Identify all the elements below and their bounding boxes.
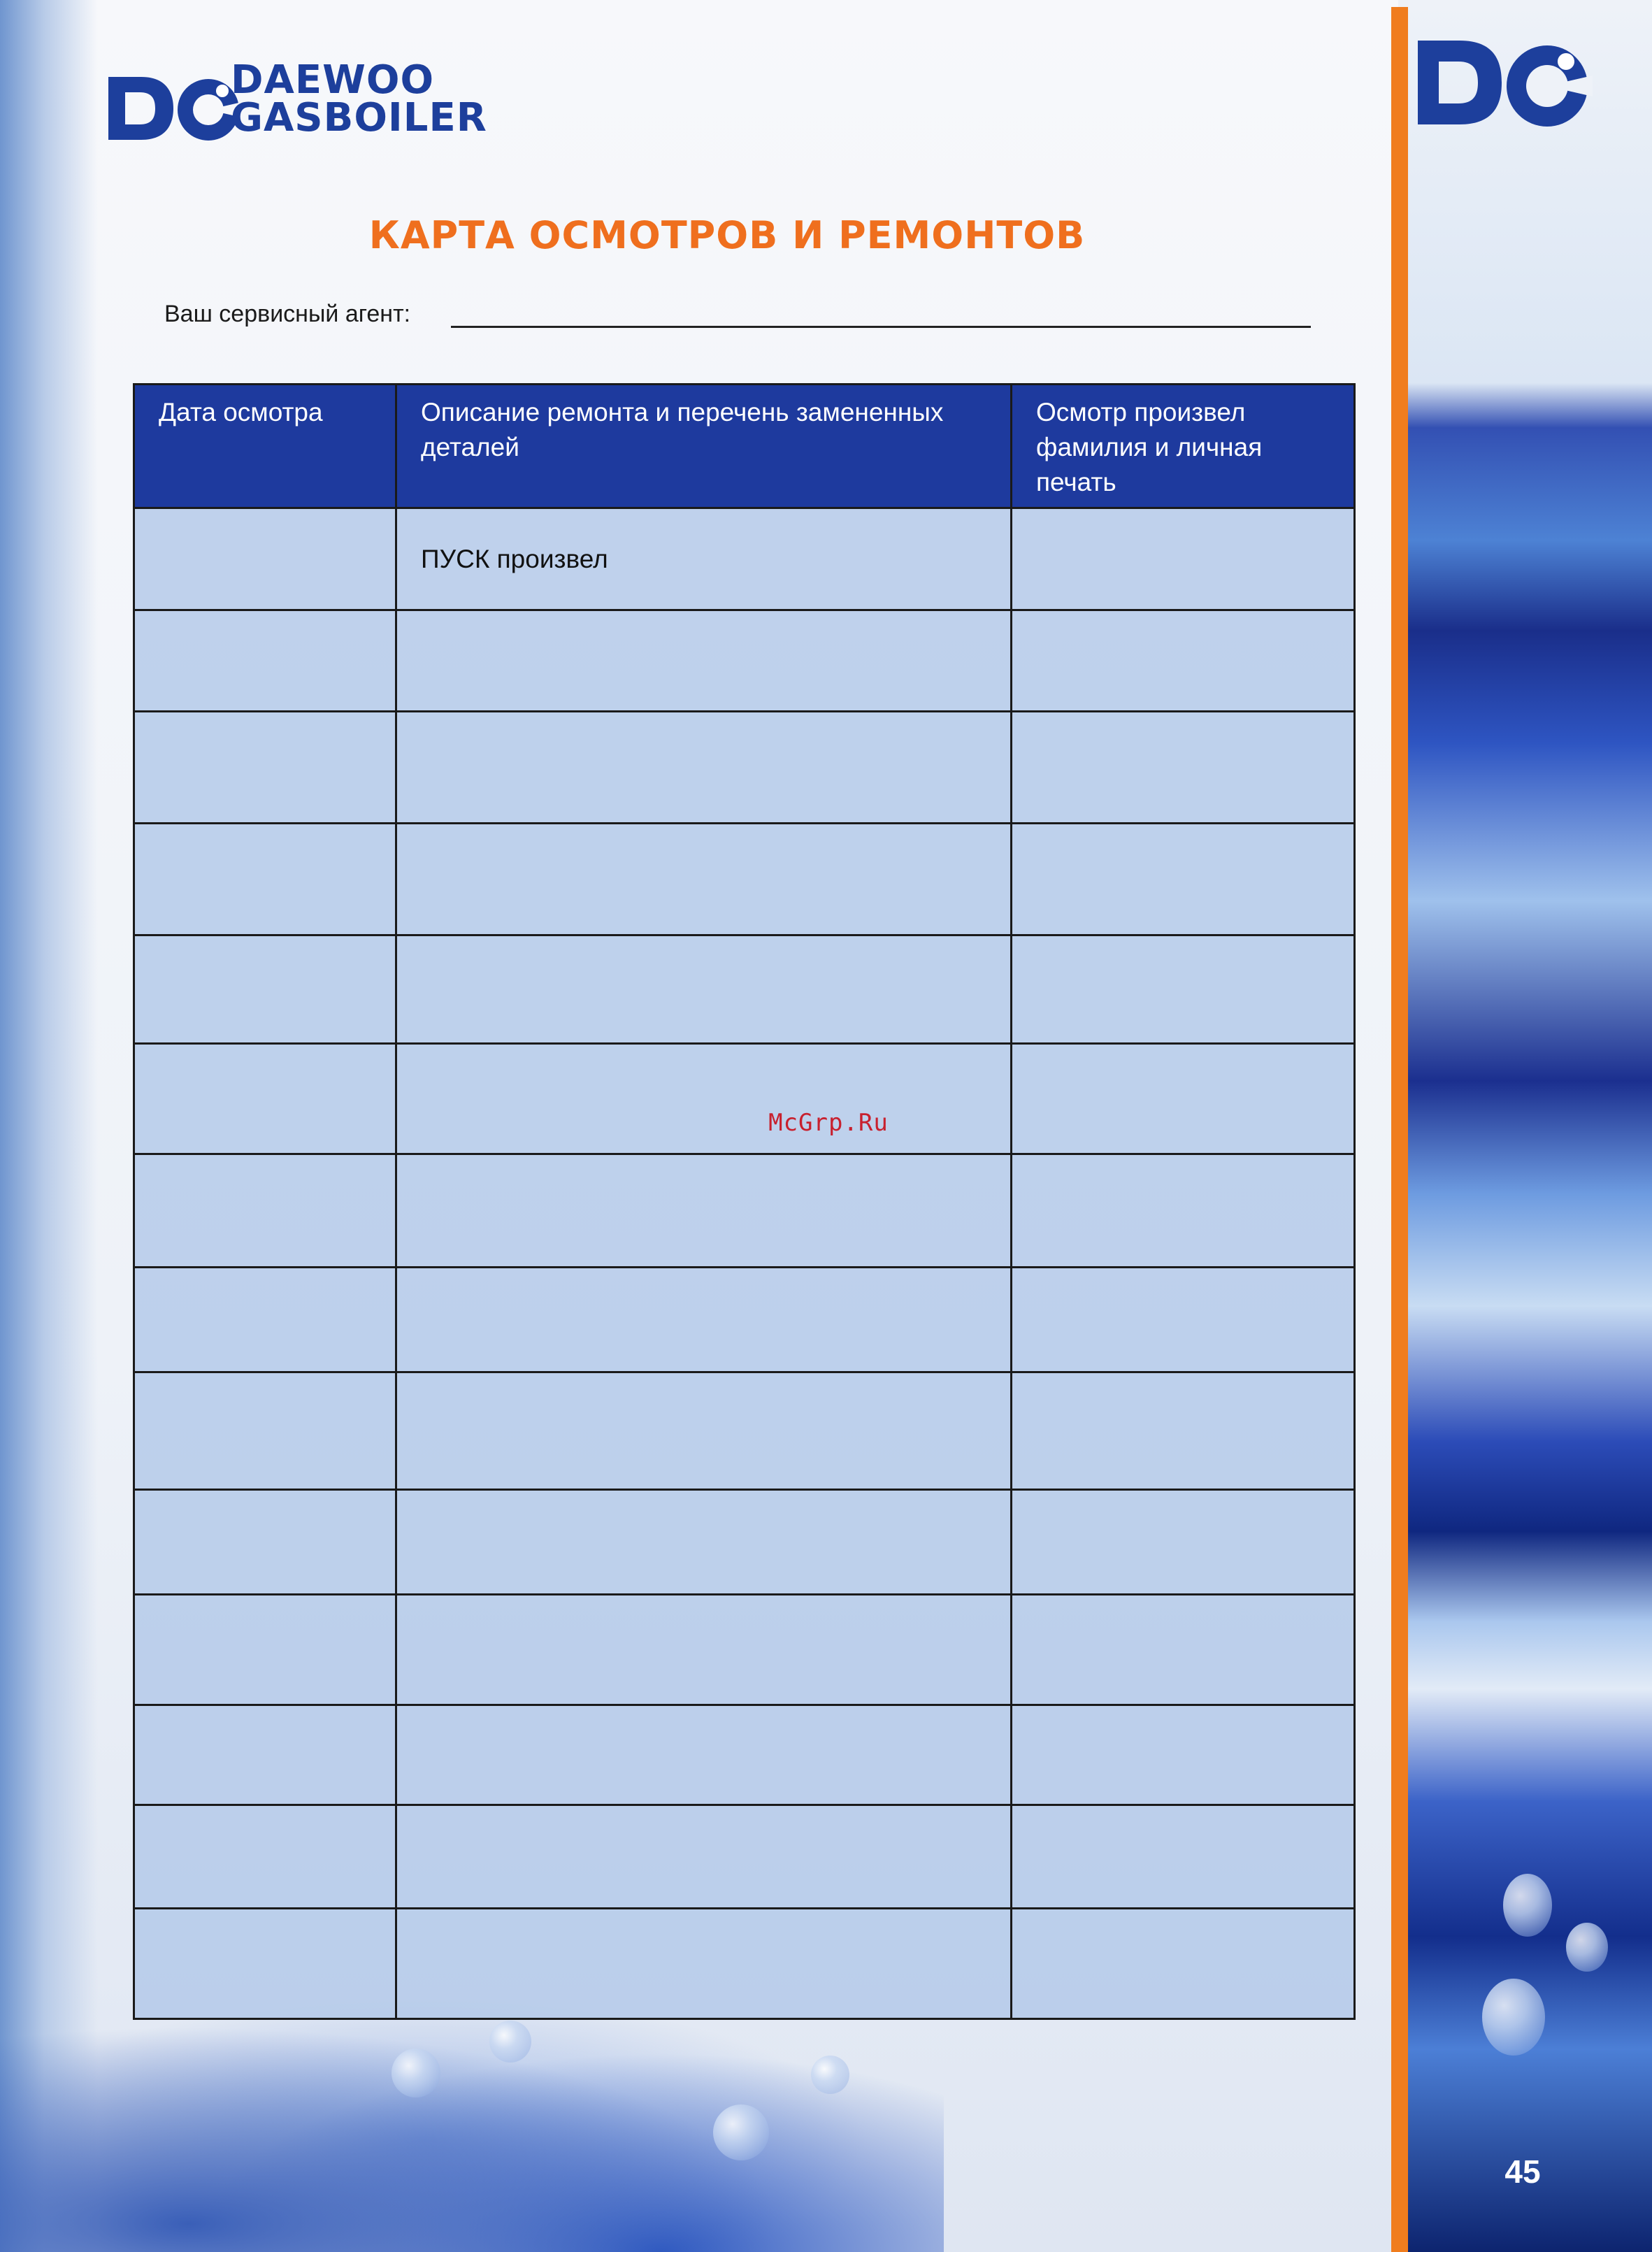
header-repair-description: Описание ремонта и перечень замененных деталей bbox=[396, 385, 1012, 508]
watermark: McGrp.Ru bbox=[768, 1109, 889, 1137]
cell-signature[interactable] bbox=[1012, 824, 1355, 935]
cell-date[interactable] bbox=[134, 508, 396, 610]
cell-signature[interactable] bbox=[1012, 1909, 1355, 2019]
cell-signature[interactable] bbox=[1012, 1154, 1355, 1268]
cell-date[interactable] bbox=[134, 935, 396, 1044]
water-drop-decoration bbox=[811, 2056, 849, 2094]
cell-date[interactable] bbox=[134, 1805, 396, 1909]
water-drop-decoration bbox=[1503, 1874, 1552, 1937]
brand-name bbox=[231, 57, 487, 141]
table-row bbox=[134, 712, 1355, 824]
table-row bbox=[134, 508, 1355, 610]
cell-date[interactable] bbox=[134, 1268, 396, 1372]
cell-description[interactable] bbox=[396, 610, 1012, 712]
water-drop-decoration bbox=[392, 2049, 440, 2097]
table-header-row bbox=[134, 385, 1355, 508]
header-inspector-signature: Осмотр произвел фамилия и личная печать bbox=[1012, 385, 1355, 508]
cell-description[interactable] bbox=[396, 1372, 1012, 1490]
cell-date[interactable] bbox=[134, 1595, 396, 1705]
table-row bbox=[134, 1705, 1355, 1805]
cell-signature[interactable] bbox=[1012, 712, 1355, 824]
cell-date[interactable] bbox=[134, 1909, 396, 2019]
service-agent-underline bbox=[451, 326, 1311, 328]
water-drop-decoration bbox=[1482, 1979, 1545, 2056]
orange-divider bbox=[1391, 7, 1408, 2252]
dg-logo-icon bbox=[1418, 34, 1593, 131]
cell-signature[interactable] bbox=[1012, 1490, 1355, 1595]
cell-signature[interactable] bbox=[1012, 1705, 1355, 1805]
cell-signature[interactable] bbox=[1012, 1595, 1355, 1705]
page-title: КАРТА ОСМОТРОВ И РЕМОНТОВ bbox=[368, 213, 1086, 257]
table-row bbox=[134, 1805, 1355, 1909]
brand-name-line2: GASBOILER bbox=[231, 95, 487, 141]
table-row bbox=[134, 1154, 1355, 1268]
cell-description[interactable] bbox=[396, 1268, 1012, 1372]
cell-date[interactable] bbox=[134, 1705, 396, 1805]
cell-date[interactable] bbox=[134, 1490, 396, 1595]
table-row bbox=[134, 1268, 1355, 1372]
cell-description[interactable] bbox=[396, 1595, 1012, 1705]
cell-description[interactable] bbox=[396, 1705, 1012, 1805]
cell-date[interactable] bbox=[134, 610, 396, 712]
table-row bbox=[134, 610, 1355, 712]
table-row bbox=[134, 1490, 1355, 1595]
cell-description[interactable] bbox=[396, 1805, 1012, 1909]
inspection-repair-table bbox=[133, 383, 1356, 2020]
cell-description[interactable] bbox=[396, 824, 1012, 935]
left-edge-gradient bbox=[0, 0, 98, 2252]
cell-description[interactable] bbox=[396, 1154, 1012, 1268]
page-number: 45 bbox=[1504, 2153, 1541, 2190]
table-row bbox=[134, 1044, 1355, 1154]
water-drop-decoration bbox=[1566, 1923, 1608, 1972]
cell-signature[interactable] bbox=[1012, 1372, 1355, 1490]
water-drop-decoration bbox=[489, 2021, 531, 2063]
cell-description[interactable] bbox=[396, 1044, 1012, 1154]
cell-signature[interactable] bbox=[1012, 508, 1355, 610]
water-drop-decoration bbox=[713, 2104, 769, 2160]
cell-signature[interactable] bbox=[1012, 1044, 1355, 1154]
cell-description[interactable] bbox=[396, 935, 1012, 1044]
header-inspection-date: Дата осмотра bbox=[134, 385, 396, 508]
cell-description[interactable]: ПУСК произвел bbox=[396, 508, 1012, 610]
cell-signature[interactable] bbox=[1012, 1268, 1355, 1372]
table-row bbox=[134, 824, 1355, 935]
service-agent-field bbox=[164, 301, 1311, 336]
table-row bbox=[134, 935, 1355, 1044]
cell-signature[interactable] bbox=[1012, 610, 1355, 712]
service-agent-input[interactable] bbox=[451, 301, 1314, 327]
cell-description[interactable] bbox=[396, 1909, 1012, 2019]
table-row bbox=[134, 1595, 1355, 1705]
cell-date[interactable] bbox=[134, 1154, 396, 1268]
cell-date[interactable] bbox=[134, 1372, 396, 1490]
cell-date[interactable] bbox=[134, 824, 396, 935]
table-row bbox=[134, 1909, 1355, 2019]
brand-name-line1: DAEWOO bbox=[231, 57, 435, 103]
service-agent-label: Ваш сервисный агент: bbox=[164, 301, 411, 327]
cell-date[interactable] bbox=[134, 1044, 396, 1154]
cell-description[interactable] bbox=[396, 712, 1012, 824]
cell-signature[interactable] bbox=[1012, 1805, 1355, 1909]
table-row bbox=[134, 1372, 1355, 1490]
cell-description[interactable] bbox=[396, 1490, 1012, 1595]
cell-date[interactable] bbox=[134, 712, 396, 824]
cell-signature[interactable] bbox=[1012, 935, 1355, 1044]
